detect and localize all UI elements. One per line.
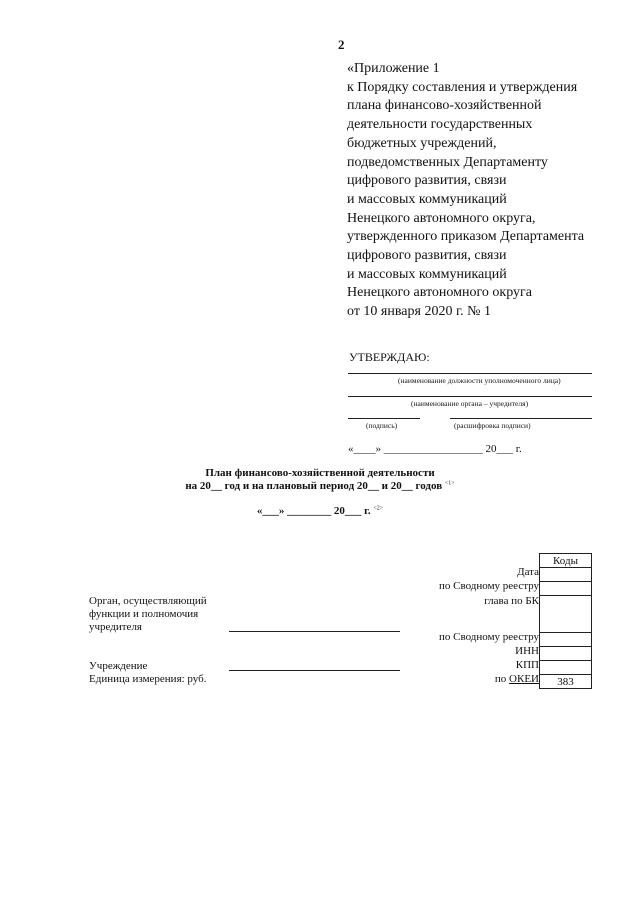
appendix-line: от 10 января 2020 г. № 1 bbox=[347, 304, 491, 320]
kpp-label: КПП bbox=[515, 659, 539, 671]
bk-label: глава по БК bbox=[484, 595, 539, 607]
appendix-block bbox=[347, 60, 617, 322]
appendix-line: подведомственных Департаменту bbox=[347, 154, 548, 170]
date-label: Дата bbox=[517, 566, 539, 578]
appendix-line: и массовых коммуникаций bbox=[347, 191, 507, 207]
organ-value-line bbox=[229, 631, 400, 632]
appendix-line: утвержденного приказом Департамента bbox=[347, 229, 585, 245]
organ-caption: (наименование органа – учредителя) bbox=[411, 399, 529, 408]
signature-line bbox=[348, 418, 420, 419]
decoding-line bbox=[450, 418, 592, 419]
appendix-line: цифрового развития, связи bbox=[347, 248, 507, 264]
unit-label: Единица измерения: руб. bbox=[89, 673, 207, 685]
appendix-line: деятельности государственных bbox=[347, 117, 533, 133]
organ-label-line2: функции и полномочия bbox=[89, 608, 199, 620]
appendix-line: к Порядку составления и утверждения bbox=[347, 79, 578, 95]
signature-caption: (подпись) bbox=[366, 421, 398, 430]
okei-label bbox=[495, 673, 539, 685]
code-cell-kpp[interactable] bbox=[540, 661, 592, 675]
plan-title: План финансово-хозяйственной деятельности bbox=[205, 467, 435, 479]
institution-value-line bbox=[229, 670, 400, 671]
plan-period-text: на 20__ год и на плановый период 20__ и 20__ годов bbox=[185, 480, 443, 492]
organ-label-line1: Орган, осуществляющий bbox=[89, 595, 207, 607]
code-cell-date[interactable] bbox=[540, 568, 592, 582]
plan-date bbox=[0, 505, 640, 517]
code-cell-registry2[interactable] bbox=[540, 633, 592, 647]
position-caption: (наименование должности уполномоченного лица) bbox=[398, 376, 561, 385]
appendix-line: цифрового развития, связи bbox=[347, 173, 507, 189]
registry-label-2: по Сводному реестру bbox=[439, 631, 539, 643]
registry-label-1: по Сводному реестру bbox=[439, 580, 539, 592]
approval-heading: УТВЕРЖДАЮ: bbox=[349, 350, 430, 364]
footnote-1: <1> bbox=[444, 480, 455, 487]
okei-link: ОКЕИ bbox=[509, 673, 539, 685]
appendix-line: Ненецкого автономного округа, bbox=[347, 210, 536, 226]
institution-label: Учреждение bbox=[89, 660, 148, 672]
plan-date-text: «___» ________ 20___ г. bbox=[256, 505, 371, 517]
organ-label-line3: учредителя bbox=[89, 621, 142, 633]
code-cell-okei: 383 bbox=[540, 675, 592, 689]
position-line bbox=[348, 373, 592, 374]
plan-period bbox=[0, 480, 640, 492]
appendix-line: Ненецкого автономного округа bbox=[347, 285, 532, 301]
appendix-line: «Приложение 1 bbox=[347, 61, 440, 76]
code-cell-registry1[interactable] bbox=[540, 582, 592, 596]
okei-prefix: по bbox=[494, 673, 510, 685]
appendix-line: и массовых коммуникаций bbox=[347, 266, 507, 282]
code-cell-bk[interactable] bbox=[540, 596, 592, 633]
decoding-caption: (расшифровка подписи) bbox=[454, 421, 531, 430]
approval-date: «____» __________________ 20___ г. bbox=[348, 443, 522, 455]
inn-label: ИНН bbox=[515, 645, 539, 657]
page-number: 2 bbox=[338, 37, 345, 52]
appendix-line: плана финансово-хозяйственной bbox=[347, 98, 542, 114]
appendix-line: бюджетных учреждений, bbox=[347, 135, 497, 151]
code-cell-inn[interactable] bbox=[540, 647, 592, 661]
organ-line bbox=[348, 396, 592, 397]
codes-header: Коды bbox=[540, 554, 592, 568]
codes-table bbox=[539, 553, 592, 689]
footnote-2: <2> bbox=[373, 505, 384, 512]
